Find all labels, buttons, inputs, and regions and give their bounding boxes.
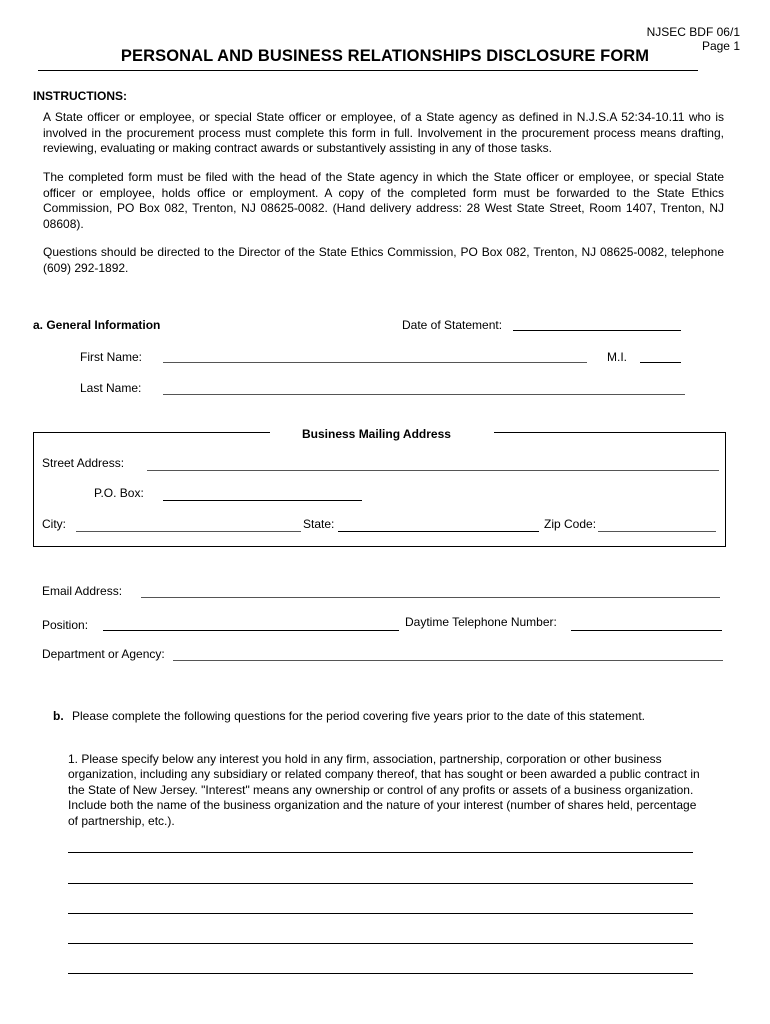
po-box-field[interactable] xyxy=(163,500,362,501)
answer-line[interactable] xyxy=(68,883,693,884)
first-name-field[interactable] xyxy=(163,362,587,363)
zip-code-field[interactable] xyxy=(598,531,716,532)
instructions-paragraph-3: Questions should be directed to the Director of the State Ethics Commission, PO Box 082, Trenton, NJ 08625-0082, telephone (609) 292-1892. xyxy=(43,245,724,275)
city-field[interactable] xyxy=(76,531,301,532)
city-label: City: xyxy=(42,517,66,531)
phone-label: Daytime Telephone Number: xyxy=(405,615,557,629)
department-field[interactable] xyxy=(173,660,723,661)
instructions-paragraph-2: The completed form must be filed with the head of the State agency in which the State officer or employee, or special State officer or employee, holds office or employment. A copy of the completed form must be forwarded to the State Ethics Commission, PO Box 082, Trenton, NJ 08625-0082. (Hand delivery address: 28 West State Street, Room 1407, Trenton, NJ 08608). xyxy=(43,170,724,231)
form-title: PERSONAL AND BUSINESS RELATIONSHIPS DISCLOSURE FORM xyxy=(120,47,650,65)
mailing-address-heading: Business Mailing Address xyxy=(302,427,451,441)
last-name-field[interactable] xyxy=(163,394,685,395)
state-label: State: xyxy=(303,517,335,531)
mi-field[interactable] xyxy=(640,362,681,363)
last-name-label: Last Name: xyxy=(80,381,142,395)
section-b-intro: Please complete the following questions for the period covering five years prior to the date of this statement. xyxy=(72,709,645,723)
position-label: Position: xyxy=(42,618,89,632)
phone-field[interactable] xyxy=(571,630,722,631)
instructions-heading: INSTRUCTIONS: xyxy=(33,89,127,103)
form-code: NJSEC BDF 06/1 xyxy=(646,25,740,39)
state-field[interactable] xyxy=(338,531,539,532)
question-1-text: 1. Please specify below any interest you hold in any firm, association, partnership, corporation or other business organization, including any subsidiary or related company thereof, that has sought or been awarded a public contract in the State of New Jersey. "Interest" means any ownership or control of any profits or assets of a business organization. Include both the name of the business organization and the nature of your interest (number of shares held, percentage of partnership, etc.). xyxy=(68,752,700,828)
box-top-border-right xyxy=(494,432,726,433)
street-address-field[interactable] xyxy=(147,470,719,471)
general-info-heading: a. General Information xyxy=(33,318,161,332)
first-name-label: First Name: xyxy=(80,350,143,364)
answer-line[interactable] xyxy=(68,973,693,974)
email-label: Email Address: xyxy=(42,584,123,598)
mi-label: M.I. xyxy=(607,350,627,364)
date-field[interactable] xyxy=(513,330,681,331)
position-field[interactable] xyxy=(103,630,399,631)
instructions-paragraph-1: A State officer or employee, or special State officer or employee, of a State agency as defined in N.J.S.A 52:34-10.11 who is involved in the procurement process must complete this form in full. Involvement in the procurement process means drafting, reviewing, evaluating or making contract awards or substantively assisting in any of those tasks. xyxy=(43,110,724,156)
answer-line[interactable] xyxy=(68,943,693,944)
street-address-label: Street Address: xyxy=(42,456,125,470)
section-b-marker: b. xyxy=(53,709,64,723)
answer-line[interactable] xyxy=(68,852,693,853)
title-underline xyxy=(38,70,698,71)
date-label: Date of Statement: xyxy=(402,318,503,332)
email-field[interactable] xyxy=(141,597,720,598)
page-number: Page 1 xyxy=(701,39,740,53)
department-label: Department or Agency: xyxy=(42,647,165,661)
answer-line[interactable] xyxy=(68,913,693,914)
box-top-border-left xyxy=(33,432,270,433)
zip-code-label: Zip Code: xyxy=(544,517,597,531)
po-box-label: P.O. Box: xyxy=(94,486,144,500)
